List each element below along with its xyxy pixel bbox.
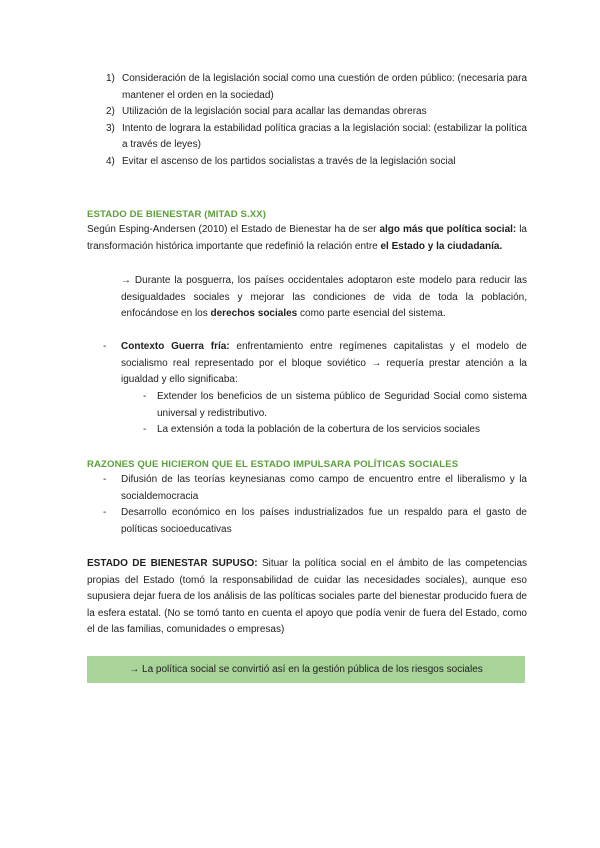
list-text: Utilización de la legislación social para acallar las demandas obreras — [122, 106, 427, 117]
list-text: Difusión de las teorías keynesianas como campo de encuentro entre el liberalismo y la socialdemocracia — [121, 474, 527, 502]
highlight-box: → La política social se convirtió así en la gestión pública de los riesgos sociales — [87, 656, 525, 683]
bold-text: algo más que política social: — [379, 224, 517, 235]
list-item — [87, 71, 527, 104]
text-run: Según Esping-Andersen (2010) el Estado de Bienestar ha de ser — [87, 224, 380, 235]
list-text: Consideración de la legislación social como una cuestión de orden público: (necesaria para mantener el orden en la sociedad) — [122, 73, 527, 101]
text-run: Situar la política social en el ámbito de las competencias propias del Estado (tomó la responsabilidad de cuidar las necesidades sociales), aunque eso supusiera dejar fuera de los análisis de las políticas sociales parte del bienestar producido fuera de la esfera estatal. (No se tomó tanto en cuenta el apoyo que podía venir de fuera del Estado, como el de las familias, comunidades o empresas) — [87, 558, 528, 635]
bullet-contexto-guerra-fria — [103, 339, 527, 389]
text-run: → Durante la posguerra, los países occidentales adoptaron este modelo para reducir las desigualdades sociales y mejorar las condiciones de vida de toda la población, enfocándose en los — [121, 275, 527, 319]
list-text: Intento de lograra la estabilidad política gracias a la legislación social: (estabilizar la política a través de leyes) — [122, 122, 527, 150]
bold-text: Contexto Guerra fría: — [121, 341, 230, 352]
bold-text: el Estado y la ciudadanía. — [380, 240, 503, 252]
dash-bullet: - — [103, 341, 107, 352]
text-run: la transformación histórica importante que redefinió la relación entre — [87, 224, 527, 252]
section-heading-estado-bienestar: ESTADO DE BIENESTAR (MITAD S.XX) — [87, 209, 267, 220]
list-text: Evitar el ascenso de los partidos socialistas a través de la legislación social — [122, 155, 456, 167]
bold-text: derechos sociales — [210, 308, 298, 319]
paragraph-posguerra — [121, 273, 527, 323]
razones-list — [103, 472, 527, 538]
dash-bullet: - — [103, 507, 107, 518]
list-item — [87, 154, 527, 171]
dash-bullet: - — [143, 424, 147, 435]
sub-list-item — [143, 422, 527, 439]
list-text: Desarrollo económico en los países industrializados fue un respaldo para el gasto de políticas socioeducativas — [121, 507, 527, 535]
sub-list — [143, 389, 527, 439]
sub-list-item — [143, 389, 527, 422]
text-run: como parte esencial del sistema. — [297, 308, 446, 319]
list-item — [87, 121, 527, 154]
numbered-list — [87, 71, 527, 170]
sub-item-text: Extender los beneficios de un sistema público de Seguridad Social como sistema universal y redistributivo. — [157, 391, 527, 419]
section-heading-razones: RAZONES QUE HICIERON QUE EL ESTADO IMPULSARA POLÍTICAS SOCIALES — [87, 459, 459, 470]
list-number: 1) — [106, 73, 115, 84]
bold-text: ESTADO DE BIENESTAR SUPUSO: — [87, 558, 258, 569]
list-item — [103, 505, 527, 538]
list-number: 3) — [106, 122, 115, 134]
list-item — [103, 472, 527, 505]
dash-bullet: - — [143, 391, 147, 402]
list-number: 4) — [106, 155, 115, 167]
paragraph-esping-andersen — [87, 222, 527, 255]
dash-bullet: - — [103, 474, 107, 485]
text-run: enfrentamiento entre regímenes capitalistas y el modelo de socialismo real representado por el bloque soviético → requería prestar atención a la igualdad y ello significaba: — [121, 341, 527, 385]
sub-item-text: La extensión a toda la población de la cobertura de los servicios sociales — [157, 424, 480, 435]
paragraph-estado-bienestar-supuso — [87, 556, 527, 639]
list-number: 2) — [106, 106, 115, 117]
list-item — [87, 104, 527, 121]
